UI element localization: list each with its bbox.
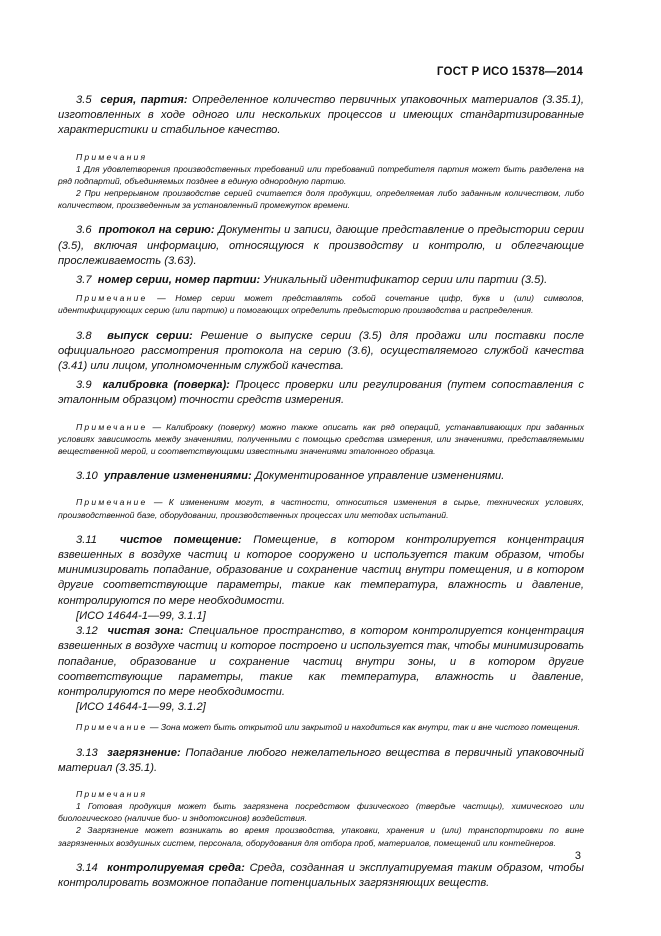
standard-header: ГОСТ Р ИСО 15378—2014 bbox=[436, 66, 583, 78]
term-title: калибровка (поверка): bbox=[102, 379, 230, 392]
term-title: выпуск серии: bbox=[107, 329, 193, 342]
source-reference: [ИСО 14644-1—99, 3.1.2] bbox=[76, 701, 206, 714]
term-definition: Документы и записи, дающие представление о предыстории серии (3.5), включая информацию, относящуюся к производству и контролю, и облегчающие прослеживаемость (3.63). bbox=[58, 224, 584, 267]
term-title: загрязнение: bbox=[107, 746, 181, 759]
term-title: чистое помещение: bbox=[119, 533, 242, 546]
term-definition: Попадание любого нежелательного вещества в первичный упаковочный материал (3.35.1). bbox=[58, 746, 585, 774]
note-label: Примечание bbox=[76, 722, 148, 733]
term-definition: Уникальный идентификатор серии или партии (3.5). bbox=[263, 274, 548, 287]
notes-heading: Примечания bbox=[76, 151, 148, 162]
note-item: 1 Готовая продукция может быть загрязнена посредством физического (твердые частицы), химического или биологического (наличие био- и эндотоксинов) воздействия. bbox=[58, 800, 584, 824]
term-entry-3-14: 3.14 контролируемая среда: Среда, созданная и эксплуатируемая таким образом, чтобы контролировать возможное попадание потенциальных загрязняющих веществ. bbox=[58, 861, 585, 889]
note-label: Примечание bbox=[76, 293, 148, 304]
note-block-3-5 bbox=[58, 151, 584, 212]
term-definition: Процесс проверки или регулирования (путем сопоставления с эталонным образцом) точности средств измерения. bbox=[58, 379, 585, 407]
term-title: управление изменениями: bbox=[104, 470, 252, 483]
term-entry-3-9: 3.9 калибровка (поверка): Процесс проверки или регулирования (путем сопоставления с эталонным образцом) точности средств измерения. bbox=[58, 379, 585, 407]
term-definition: Помещение, в котором контролируется концентрация взвешенных в воздухе частиц и которое сооружено и используется таким образом, чтобы минимизировать попадание, образование и сохранение частиц внутри помещения, и в котором другие соответствующие параметры, такие как температура, влажность и давление, контролируются по мере необходимости. bbox=[58, 533, 585, 607]
notes-heading: Примечания bbox=[76, 788, 148, 799]
note-text: — К изменениям могут, в частности, относиться изменения в сырье, технических условиях, производственной базе, оборудовании, производственных процессах или методах испытаний. bbox=[58, 497, 584, 520]
term-title: протокол на серию: bbox=[98, 224, 215, 237]
note-item: 1 Для удовлетворения производственных требований или требований потребителя партия может быть разделена на ряд подпартий, объединяемых позднее в единую однородную партию. bbox=[58, 163, 584, 186]
term-title: контролируемая среда: bbox=[107, 861, 245, 874]
note-label: Примечание bbox=[76, 421, 148, 432]
term-entry-3-11: 3.11 чистое помещение: Помещение, в котором контролируется концентрация взвешенных в воздухе частиц и которое сооружено и используется таким образом, чтобы минимизировать попадание, образование и сохранение частиц внутри помещения, и в котором другие соответствующие параметры, такие как температура, влажность и давление, контролируются по мере необходимости. bbox=[58, 533, 585, 607]
term-entry-3-10: 3.10 управление изменениями: Документированное управление изменениями. bbox=[76, 470, 505, 483]
note-3-7 bbox=[58, 292, 584, 316]
term-entry-3-5: 3.5 серия, партия: Определенное количество первичных упаковочных материалов (3.35.1), изготовленных в ходе одного или нескольких процессов и имеющих стандартизированные характеристики и стабильное качество. bbox=[58, 94, 585, 137]
term-definition: Решение о выпуске серии (3.5) для продажи или поставки после официального рассмотрения протокола на серию (3.6), осуществляемого службой качества (3.41) или лицом, уполномоченным службой качества. bbox=[58, 329, 585, 373]
document-body bbox=[58, 93, 584, 895]
source-reference: [ИСО 14644-1—99, 3.1.1] bbox=[76, 609, 206, 622]
note-label: Примечание bbox=[76, 497, 148, 508]
term-entry-3-8: 3.8 выпуск серии: Решение о выпуске серии (3.5) для продажи или поставки после официального рассмотрения протокола на серию (3.6), осуществляемого службой качества (3.41) или лицом, уполномоченным службой качества. bbox=[58, 329, 585, 373]
note-3-9 bbox=[58, 421, 584, 458]
note-text: — Зона может быть открытой или закрытой и находиться как внутри, так и вне чистого помещения. bbox=[149, 722, 581, 733]
note-item: 2 При непрерывном производстве серией считается доля продукции, определяемая либо заданным количеством, либо количеством, произведенным за установленный промежуток времени. bbox=[58, 188, 584, 211]
term-title: чистая зона: bbox=[107, 625, 184, 638]
term-entry-3-12: 3.12 чистая зона: Специальное пространство, в котором контролируется концентрация взвешенных в воздухе частиц и которое построено и используется так, чтобы минимизировать попадание, образование и сохранение частиц внутри зоны, и в котором другие соответствующие параметры, такие как температура, влажность и давление, контролируются по мере необходимости. bbox=[58, 625, 585, 698]
term-title: номер серии, номер партии: bbox=[97, 274, 261, 287]
page-number: 3 bbox=[574, 850, 581, 862]
term-entry-3-13: 3.13 загрязнение: Попадание любого нежелательного вещества в первичный упаковочный материал (3.35.1). bbox=[58, 746, 585, 774]
note-3-12 bbox=[58, 721, 584, 733]
term-definition: Специальное пространство, в котором контролируется концентрация взвешенных в воздухе частиц и которое построено и используется так, чтобы минимизировать попадание, образование и сохранение частиц внутри зоны, и в котором другие соответствующие параметры, такие как температура, влажность и давление, контролируются по мере необходимости. bbox=[58, 625, 585, 698]
term-title: серия, партия: bbox=[100, 94, 188, 106]
term-entry-3-7: 3.7 номер серии, номер партии: Уникальный идентификатор серии или партии (3.5). bbox=[76, 274, 548, 287]
note-block-3-13 bbox=[58, 788, 584, 849]
note-3-10 bbox=[58, 496, 584, 520]
term-definition: Документированное управление изменениями. bbox=[254, 470, 505, 483]
term-definition: Среда, созданная и эксплуатируемая таким образом, чтобы контролировать возможное попадание потенциальных загрязняющих веществ. bbox=[58, 861, 585, 889]
term-definition: Определенное количество первичных упаковочных материалов (3.35.1), изготовленных в ходе одного или нескольких процессов и имеющих стандартизированные характеристики и стабильное качество. bbox=[58, 94, 585, 137]
note-text: — Калибровку (поверку) можно также описать как ряд операций, устанавливающих при заданных условиях зависимость между значениями, полученными с помощью средства измерения, или значениями, представляемыми вещественной мерой, и соответствующими известными значениями эталонного образца. bbox=[58, 421, 585, 457]
note-item: 2 Загрязнение может возникать во время производства, упаковки, хранения и (или) транспортировки по вине загрязненных воздушных систем, персонала, оборудования для отбора проб, материалов, помещений или контейнеров. bbox=[58, 825, 584, 848]
term-entry-3-6: 3.6 протокол на серию: Документы и записи, дающие представление о предыстории серии (3.5), включая информацию, относящуюся к производству и контролю, и облегчающие прослеживаемость (3.63). bbox=[58, 224, 584, 267]
note-text: — Номер серии может представлять собой сочетание цифр, букв и (или) символов, идентифицирующих серию (или партию) и помогающих определить предысторию производства и распределения. bbox=[58, 293, 585, 316]
